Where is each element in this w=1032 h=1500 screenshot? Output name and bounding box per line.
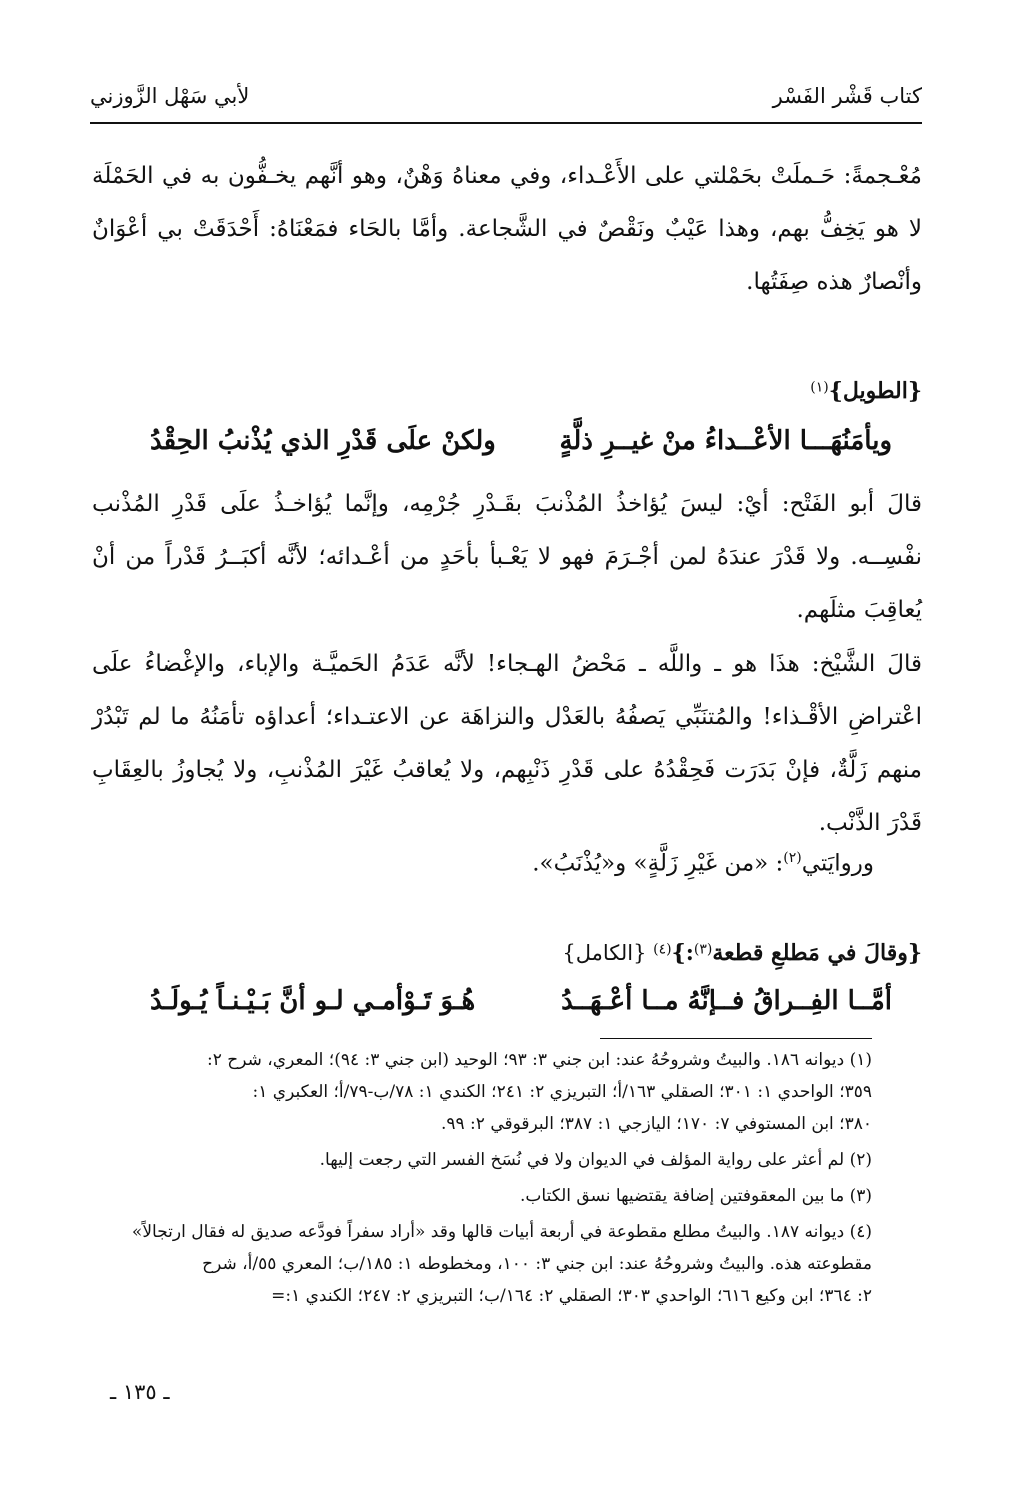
- verse-1-second-hemistich: ولكنْ علَى قَدْرِ الذي يُذْنبُ الحِقْدُ: [150, 426, 496, 456]
- footnote-line: ٣٥٩؛ الواحدي ١: ٣٠١؛ الصقلي ١٦٣/أ؛ التبريزي ٢: ٢٤١؛ الكندي ١: ٧٨/ب-٧٩/أ؛ العكبري ١:: [252, 1082, 872, 1102]
- top-paragraph-block: [92, 150, 922, 309]
- verse-1: [150, 426, 892, 476]
- running-head: [90, 78, 922, 118]
- verse-2-first-hemistich: أمَّــا الفِــراقُ فــإنَّهُ مــا أعْـهَــدُ: [561, 986, 892, 1016]
- footnote-line: (٢) لم أعثر على رواية المؤلف في الديوان ولا في نُسَخ الفسر التي رجعت إليها.: [319, 1150, 872, 1170]
- top-paragraph: مُعْـجمةً: حَـملَتْ بحَمْلتي على الأَعْـداء، وفي معناهُ وَهْنٌ، وهو أنَّهم يخـفُّون به في الحَمْلَة لا هو يَخِفُّ بهم، وهذا عَيْبٌ ونَقْصٌ في الشَّجاعة. وأمَّا بالحَاء فمَعْنَاهُ: أَحْدَقَتْ بي أعْوَانٌ وأنْصارٌ هذه صِفَتُها.: [92, 163, 922, 295]
- footnote-line: ٢: ٣٦٤؛ ابن وكيع ٦١٦؛ الواحدي ٣٠٣؛ الصقلي ٢: ١٦٤/ب؛ التبريزي ٢: ٢٤٧؛ الكندي ١:=: [271, 1286, 872, 1306]
- header-rule: [90, 122, 922, 124]
- riwayati-line: وروايَتي$^{(٢)}$: «من غَيْرِ زَلَّةٍ» و«يُذْنَبُ».: [532, 850, 874, 877]
- footnote-ref-1: (١): [810, 379, 829, 396]
- riwayati-block: [92, 832, 874, 891]
- commentary-shaykh-block: [92, 638, 922, 850]
- book-title: كتاب قَشْر الفَسْر: [772, 84, 922, 108]
- verse-1-first-hemistich: ويأمَنُهَـــا الأعْــداءُ منْ غيــرِ ذلَّةٍ: [559, 426, 892, 456]
- footnote-ref-3: (٣): [693, 941, 713, 958]
- footnote-line: ٣٨٠؛ ابن المستوفي ٧: ١٧٠؛ اليازجي ١: ٣٨٧؛ البرقوقي ٢: ٩٩.: [440, 1114, 872, 1134]
- footnote-line: (٣) ما بين المعقوفتين إضافة يقتضيها نسق الكتاب.: [520, 1186, 872, 1206]
- footnote-line: مقطوعته هذه. والبيتُ وشروحُهُ عند: ابن جني ٣: ١٠٠، ومخطوطه ١: ١٨٥/ب؛ المعري ٥٥/أ، شرح: [202, 1254, 872, 1274]
- footnote-line: (١) ديوانه ١٨٦. والبيتُ وشروحُهُ عند: ابن جني ٣: ٩٣؛ الوحيد (ابن جني ٣: ٩٤)؛ المعري، شرح ٢:: [207, 1050, 872, 1070]
- footnote-ref-4: (٤): [653, 941, 672, 958]
- verse-2-second-hemistich: هُـوَ تَـوْأمـي لـو أنَّ بَـيْـنـاً يُـولَـدُ: [150, 986, 476, 1016]
- meter-name: {الطويل}: [828, 378, 922, 404]
- meter-label-1: [92, 378, 922, 404]
- footnote-rule: [600, 1038, 872, 1039]
- verse-2: [150, 986, 892, 1036]
- commentary-abu-fath-block: [92, 478, 922, 637]
- footnote-line: (٤) ديوانه ١٨٧. والبيتُ مطلع مقطوعة في أربعة أبيات قالها وقد «أراد سفراً فودَّعه صديق له فقال ارتجالاً»: [131, 1222, 872, 1242]
- footnote-ref-2: (٢): [783, 850, 802, 866]
- commentary-abu-fath: قالَ أبو الفَتْح: أيْ: ليسَ يُؤاخذُ المُذْنبَ بقَـدْرِ جُرْمِه، وإنَّما يُؤاخـذُ علَى قَدْرِ المُذْنب نفْسِــه. ولا قَدْرَ عندَهُ لمن أجْـرَمَ فهو لا يَعْـبأ بأحَدٍ من أعْـدائه؛ لأنَّه أكبَــرُ قَدْراً من أنْ يُعاقِبَ مثلَهم.: [92, 491, 922, 623]
- page-number: ـ ١٣٥ ـ: [110, 1380, 170, 1404]
- commentary-shaykh: قالَ الشَّيْخ: هذَا هو ـ واللَّه ـ مَحْضُ الهـجاء! لأنَّه عَدَمُ الحَميَّـة والإباء، والإغْضاءُ علَى اعْتراضِ الأقْـذاء! والمُتنَبِّي يَصفُهُ بالعَدْل والنزاهَة عن الاعتـداء؛ أعداؤه تأمَنُهُ ما لم تَبْدُرْ منهم زَلَّةٌ، فإنْ بَدَرَت فَحِقْدُهُ على قَدْرِ ذَنْبِهم، ولا يُعاقبُ غَيْرَ المُذْنبِ، ولا يُجاوزُ بالعِقَابِ قَدْرَ الذَّنْب.: [92, 651, 922, 836]
- section-2-intro: {وقالَ في مَطلعِ قطعة(٣):}(٤) {الكامل}: [562, 940, 922, 966]
- author-name: لأبي سَهْل الزَّوزني: [90, 84, 250, 108]
- footnotes: [110, 1044, 872, 1312]
